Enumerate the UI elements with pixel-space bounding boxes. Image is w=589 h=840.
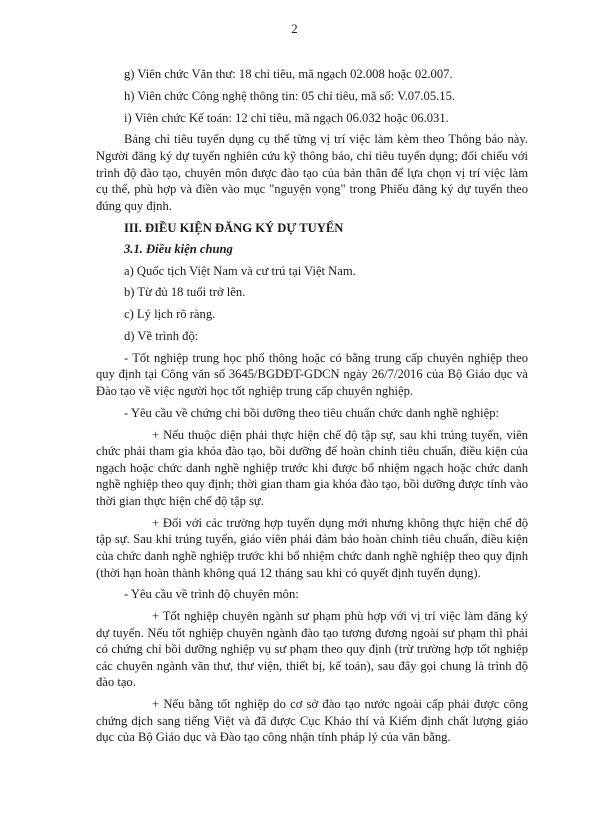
certificate-intro: - Yêu cầu về chứng chỉ bồi dưỡng theo tiêu chuẩn chức danh nghề nghiệp: <box>124 405 499 420</box>
condition-b: b) Từ đủ 18 tuổi trở lên. <box>124 285 246 300</box>
graduation-requirement: - Tốt nghiệp trung học phổ thông hoặc có bằng trung cấp chuyên nghiệp theo quy định tại Công văn số 3645/BGDĐT-GDCN ngày 26/7/2016 của Bộ Giáo dục và Đào tạo về việc người học tốt nghiệp trung cấp chuyên nghiệp. <box>96 350 528 398</box>
specialty-foreign: + Nếu bằng tốt nghiệp do cơ sở đào tạo nước ngoài cấp phải được công chứng dịch sang tiếng Việt và đã được Cục Khảo thí và Kiểm định chất lượng giáo dục của Bộ Giáo dục và Đào tạo công nhận tính pháp lý của văn bằng. <box>96 697 528 745</box>
certificate-probation: + Nếu thuộc diện phải thực hiện chế độ tập sự, sau khi trúng tuyển, viên chức phải tham gia khóa đào tạo, bồi dưỡng để hoàn chỉnh tiêu chuẩn, điều kiện của ngạch hoặc chức danh nghề nghiệp trước khi được bổ nhiệm ngạch hoặc chức danh nghề nghiệp theo quy định; thời gian tham gia khóa đào tạo, bồi dưỡng được tính vào thời gian thực hiện chế độ tập sự. <box>96 427 528 508</box>
item-h: h) Viên chức Công nghệ thông tin: 05 chỉ tiêu, mã số: V.07.05.15. <box>124 88 456 103</box>
intro-paragraph: Bảng chỉ tiêu tuyển dụng cụ thể từng vị trí việc làm kèm theo Thông báo này. Người đăng ký dự tuyển nghiên cứu kỹ thông báo, chỉ tiêu tuyển dụng; đối chiếu với trình độ đào tạo, chuyên môn được đào tạo của bản thân để lựa chọn vị trí việc làm cụ thể, phù hợp và điền vào mục "nguyện vọng" trong Phiếu đăng ký dự tuyển theo đúng quy định. <box>96 132 528 213</box>
item-g: g) Viên chức Văn thư: 18 chỉ tiêu, mã ngạch 02.008 hoặc 02.007. <box>124 67 453 81</box>
subsection-heading: 3.1. Điều kiện chung <box>124 242 233 257</box>
condition-a: a) Quốc tịch Việt Nam và cư trú tại Việt Nam. <box>124 263 356 278</box>
specialty-intro: - Yêu cầu về trình độ chuyên môn: <box>124 587 299 602</box>
condition-d: d) Về trình độ: <box>124 329 199 344</box>
document-body <box>96 66 528 751</box>
section-heading: III. ĐIỀU KIỆN ĐĂNG KÝ DỰ TUYỂN <box>124 220 344 235</box>
condition-c: c) Lý lịch rõ ràng. <box>124 307 216 322</box>
certificate-no-probation: + Đối với các trường hợp tuyển dụng mới nhưng không thực hiện chế độ tập sự. Sau khi trúng tuyển, giáo viên phải đảm bảo hoàn chỉnh tiêu chuẩn, điều kiện của chức danh nghề nghiệp trước khi bổ nhiệm chức danh nghề nghiệp theo quy định (thời hạn hoàn thành không quá 12 tháng sau khi có quyết định tuyển dụng). <box>96 515 528 580</box>
specialty-pedagogy: + Tốt nghiệp chuyên ngành sư phạm phù hợp với vị trí việc làm đăng ký dự tuyển. Nếu tốt nghiệp chuyên ngành đào tạo tương đương ngoài sư phạm thì phải có chứng chỉ bồi dưỡng nghiệp vụ sư phạm theo quy định (trừ trường hợp tốt nghiệp các chuyên ngành văn thư, thư viện, thiết bị, kế toán), sau đây gọi chung là trình độ đào tạo. <box>96 609 528 690</box>
item-i: i) Viên chức Kế toán: 12 chỉ tiêu, mã ngạch 06.032 hoặc 06.031. <box>124 110 449 125</box>
page-number: 2 <box>291 22 298 36</box>
